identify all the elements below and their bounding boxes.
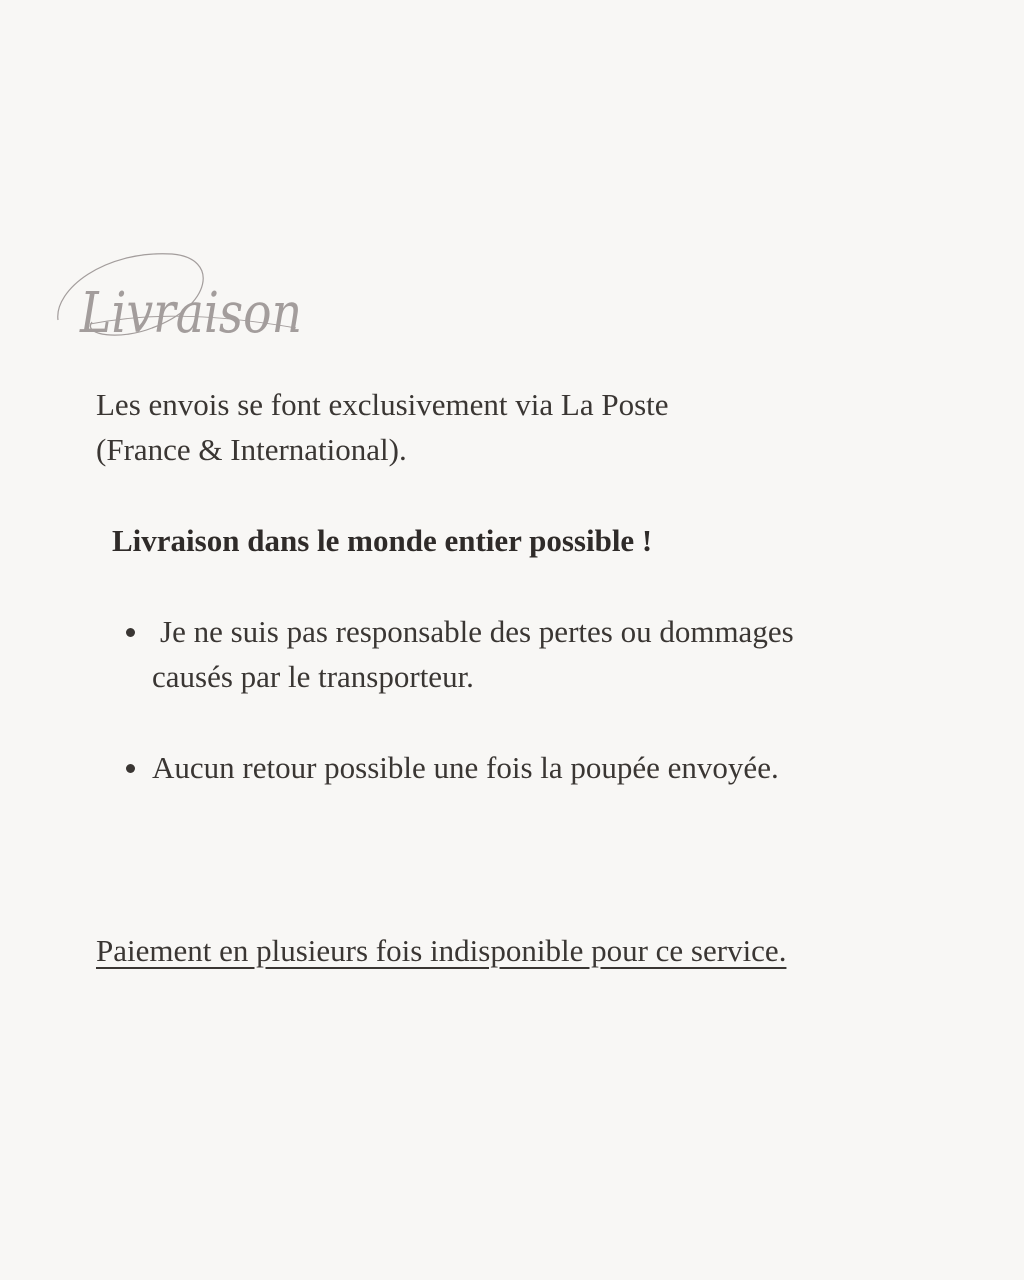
list-item [96, 609, 946, 699]
intro-line: (France & International). [96, 432, 407, 467]
bullet-icon [126, 628, 135, 637]
intro-paragraph [96, 382, 946, 472]
intro-line: Les envois se font exclusivement via La Poste [96, 387, 669, 422]
bullet-icon [126, 764, 135, 773]
note-line: Aucun retour possible une fois la poupée envoyée. [152, 750, 779, 785]
payment-notice: Paiement en plusieurs fois indisponible pour ce service. [96, 933, 787, 968]
note-line: causés par le transporteur. [152, 659, 474, 694]
worldwide-delivery-highlight: Livraison dans le monde entier possible ! [112, 523, 653, 558]
note-line: Je ne suis pas responsable des pertes ou dommages [160, 614, 794, 649]
delivery-info [96, 382, 946, 973]
list-item [96, 745, 946, 790]
heading-title: Livraison [79, 281, 302, 346]
delivery-notes-list [96, 609, 946, 790]
section-heading [52, 246, 312, 346]
heading-flourish [52, 246, 312, 346]
